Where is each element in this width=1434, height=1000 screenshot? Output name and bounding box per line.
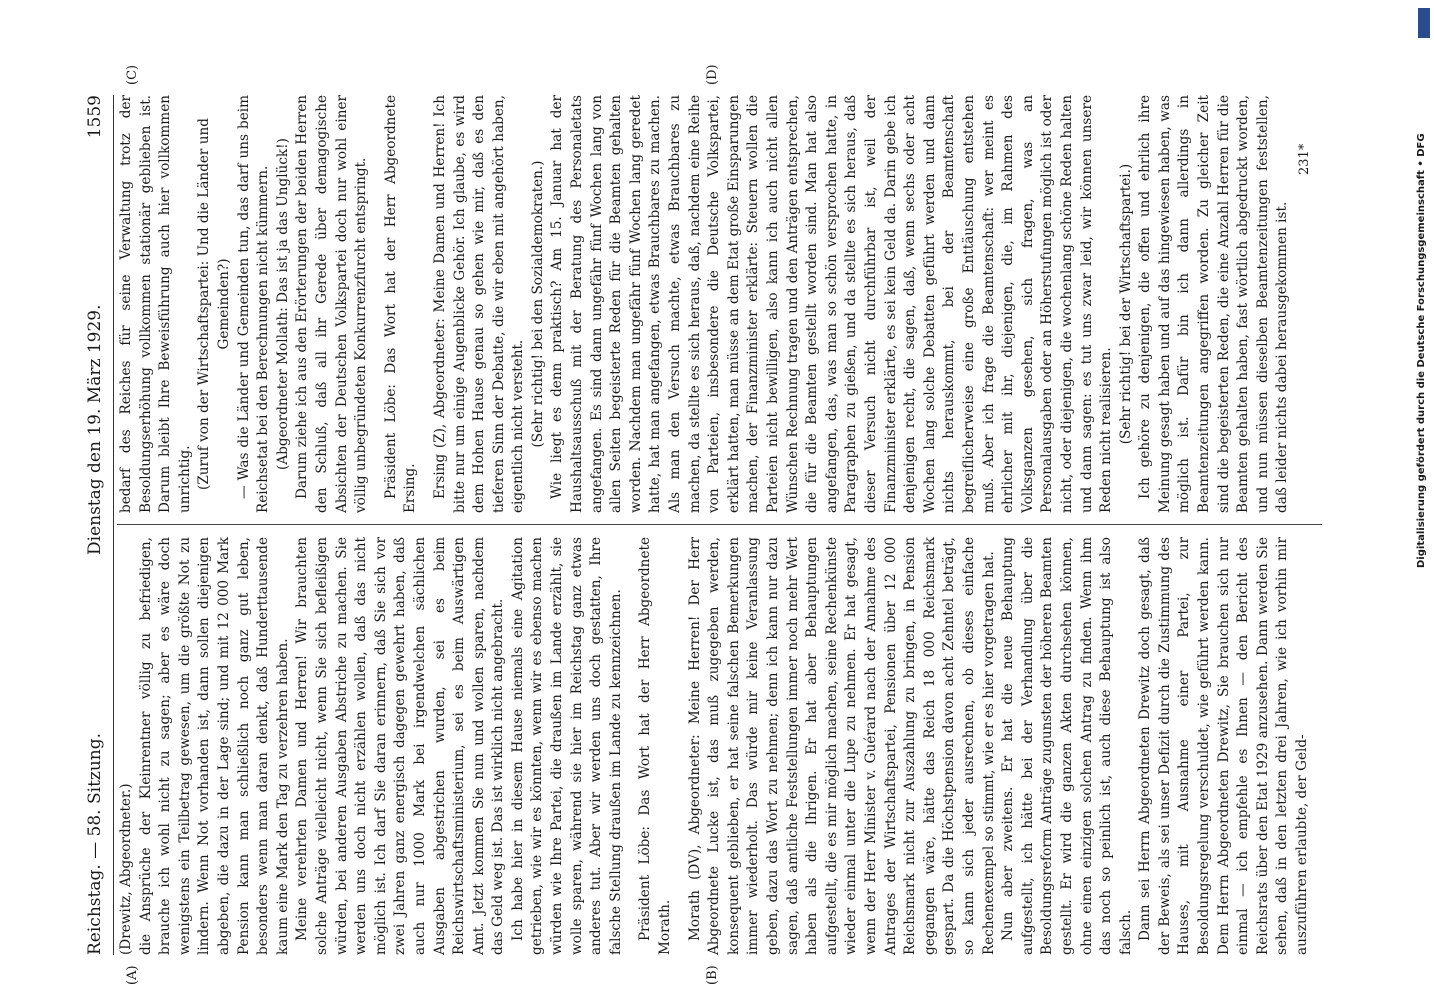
- running-header: [85, 95, 111, 955]
- margin-marker-c: (C): [125, 64, 140, 85]
- digitization-credit: [1416, 8, 1430, 568]
- header-date: Dienstag den 19. März 1929.: [85, 304, 105, 555]
- paragraph: Nun aber zweitens. Er hat die neue Behauptung aufgestellt, ich hätte bei der Verhandlung über die Besoldungsreform Anträge zugunsten der höheren Beamten gestellt. Er wird die ganzen Akten durchsehen können, ohne einen einzigen solchen Antrag zu finden. Wenn ihm das noch so peinlich ist, auch diese Behauptung ist also falsch.: [1000, 537, 1134, 955]
- paragraph: bedarf des Reiches für seine Verwaltung trotz der Besoldungserhöhung vollkommen stationär geblieben ist. Darum bleibt Ihre Beweisführung auch hier vollkommen unrichtig.: [118, 95, 193, 513]
- paragraph: Meine verehrten Damen und Herren! Wir brauchten solche Anträge vielleicht nicht, wenn Sie sich befleißigen würden, bei anderen Ausgaben Abstriche zu machen. Sie werden uns doch nicht erzählen wollen, daß das nicht möglich ist. Ich darf Sie daran erinnern, daß Sie sich vor zwei Jahren ganz energisch dagegen gewehrt haben, daß auch nur 1000 Mark bei irgendwelchen sächlichen Ausgaben abgestrichen wurden, sei es beim Reichswirtschaftsministerium, sei es beim Auswärtigen Amt. Jetzt kommen Sie nun und wollen sparen, nachdem das Geld weg ist. Das ist wirklich nicht angebracht.: [294, 537, 507, 955]
- margin-marker-b: (B): [705, 965, 720, 985]
- right-column: [117, 95, 1293, 513]
- interjection: (Sehr richtig! bei den Sozialdemokraten.): [529, 160, 546, 448]
- credit-text: Digitalisierung gefördert durch die Deutsche Forschungsgemeinschaft • DFG: [1416, 133, 1427, 568]
- paragraph: Darum ziehe ich aus den Erörterungen der beiden Herren den Schluß, daß all ihr Gerede über demagogische Absichten der Deutschen Volkspartei doch nur wohl einer völlig unbegründeten Konkurrenzfurcht entspringt.: [294, 95, 370, 513]
- paragraph: Ich habe hier in diesem Hause niemals eine Agitation getrieben, wie wir es könnten, wenn wir es ebenso machen würden wie Ihre Partei, die draußen im Lande erzählt, sie wolle sparen, während sie hier im Reichstag ganz etwas anderes tut. Aber wir werden uns doch gestatten, Ihre falsche Stellung draußen im Lande zu kennzeichnen.: [509, 537, 624, 955]
- paragraph: Wie liegt es denn praktisch? Am 15. Januar hat der Haushaltsausschuß mit der Beratung des Personaletats angefangen. Es sind dann ungefähr fünf Wochen lang von allen Seiten begeisterte Reden für die Beamten gehalten worden. Nachdem man ungefähr fünf Wochen lang geredet hatte, hat man angefangen, etwas Brauchbares zu machen. Als man den Versuch machte, etwas Brauchbares zu machen, da stellte es sich heraus, daß, nachdem eine Reihe von Parteien, insbesondere die Deutsche Volkspartei, erklärt hatten, man müsse an dem Etat große Einsparungen machen, der Finanzminister erklärte: Steuern wollen die Parteien nicht bewilligen, also kann ich auch nicht allen Wünschen Rechnung tragen und den Anträgen entsprechen, die für die Beamten gestellt worden sind. Man hat also angefangen, das, was man so schön versprochen hatte, in Paragraphen zu gießen, und da stellte es sich heraus, daß dieser Versuch nicht durchführbar ist, weil der Finanzminister erklärte, es sei kein Geld da. Darin gebe ich denjenigen recht, die sagen, daß, wenn sechs oder acht Wochen lang solche Debatten geführt werden und dann nichts herauskommt, bei der Beamtenschaft begreiflicherweise eine große Enttäuschung entstehen muß. Aber ich frage die Beamtenschaft: wer meint es ehrlicher mit ihr, diejenigen, die, im Rahmen des Volksganzen gesehen, sich fragen, was an Personalausgaben oder an Höherstufungen möglich ist oder nicht, oder diejenigen, die wochenlang schöne Reden halten und dann sagen: es tut uns zwar leid, wir können unsere Reden nicht realisieren.: [549, 94, 1115, 513]
- paragraph: Ersing (Z), Abgeordneter: Meine Damen und Herren! Ich bitte nur um einige Augenblicke Gehör. Ich glaube, es wird dem Hohen Hause genau so gehen wie mir, daß es den tieferen Sinn der Debatte, die wir eben mit angehört haben, eigentlich nicht versteht.: [431, 95, 527, 513]
- paragraph: — Was die Länder und Gemeinden tun, das darf uns beim Reichsetat bei den Berechnungen nicht kümmern.: [235, 95, 272, 513]
- header-rule: [113, 95, 114, 955]
- interjection: (Zuruf von der Wirtschaftspartei: Und die Länder und Gemeinden?): [196, 118, 232, 490]
- paragraph: Dann sei Herrn Abgeordneten Drewitz doch gesagt, daß der Beweis, als sei unser Defizit durch die Zustimmung des Hauses, mit Ausnahme einer Partei, zur Besoldungsregelung verschuldet, wie geführt werden kann. Dem Herrn Abgeordneten Drewitz, Sie brauchen sich nur einmal — ich empfehle es Ihnen — den Bericht des Reichsrats über den Etat 1929 anzusehen. Dann werden Sie sehen, daß in den letzten drei Jahren, wie ich vorhin mir auszuführen erlaubte, der Geld-: [1137, 537, 1311, 955]
- column-divider: [117, 524, 1322, 525]
- interjection: (Abgeordneter Mollath: Das ist ja das Unglück!): [274, 138, 291, 470]
- header-left: Reichstag. — 58. Sitzung.: [85, 732, 105, 955]
- paragraph: Ich gehöre zu denjenigen, die offen und ehrlich ihre Meinung gesagt haben und auf das hingewiesen haben, was möglich ist. Dafür bin ich dann allerdings in Beamtenzeitungen angegriffen worden. Zu gleicher Zeit sind die begeisterten Reden, die eine Anzahl Herren für die Beamten gehalten haben, fast wörtlich abgedruckt worden, und nun müssen dieselben Beamtenzeitungen feststellen, daß leider nichts dabei herausgekommen ist.: [1137, 95, 1291, 513]
- signature-mark: 231*: [1297, 143, 1312, 175]
- left-column: [117, 537, 1313, 955]
- speaker-continuation: (Drewitz, Abgeordneter.): [118, 783, 134, 955]
- rotated-page-content: [85, 64, 1325, 985]
- margin-marker-d: (D): [705, 64, 720, 85]
- paragraph: Morath (DV), Abgeordneter: Meine Herren! Der Herr Abgeordnete Lucke ist, das muß zugegeben werden, konsequent geblieben, er hat seine falschen Bemerkungen immer wiederholt. Das würde mir keine Veranlassung geben, dazu das Wort zu nehmen; denn ich kann nur dazu sagen, daß amtliche Feststellungen immer noch mehr Wert haben als die Ihrigen. Er hat aber Behauptungen aufgestellt, die es mir möglich machen, seine Rechenkünste wieder einmal unter die Lupe zu nehmen. Er hat gesagt, wenn der Herr Minister v. Guérard nach der Annahme des Antrages der Wirtschaftspartei, Pensionen über 12 000 Reichsmark nicht zur Auszahlung zu bringen, in Pension gegangen wäre, hätte das Reich 18 000 Reichsmark gespart. Da die Höchstpension davon acht Zehntel beträgt, so kann sich jeder ausrechnen, ob dieses einfache Rechenexempel so stimmt, wie er es hier vorgetragen hat.: [686, 537, 997, 955]
- president-call: Präsident Löbe: Das Wort hat der Herr Abgeordnete Morath.: [637, 537, 674, 955]
- page-number: 1559: [85, 95, 105, 139]
- paragraph: die Ansprüche der Kleinrentner völlig zu befriedigen, brauche ich wohl nicht zu sagen; aber es wäre doch wenigstens ein Teilbetrag gewesen, um die größte Not zu lindern. Wenn Not vorhanden ist, dann sollen diejenigen abgeben, die dazu in der Lage sind; und mit 12 000 Mark Pension kann man schließlich noch ganz gut leben, besonders wenn man daran denkt, daß Hunderttausende kaum eine Mark den Tag zu verzehren haben.: [137, 537, 291, 955]
- margin-marker-a: (A): [125, 965, 140, 985]
- interjection: (Sehr richtig! bei der Wirtschaftspartei.): [1117, 163, 1134, 445]
- president-call: Präsident Löbe: Das Wort hat der Herr Abgeordnete Ersing.: [382, 95, 419, 513]
